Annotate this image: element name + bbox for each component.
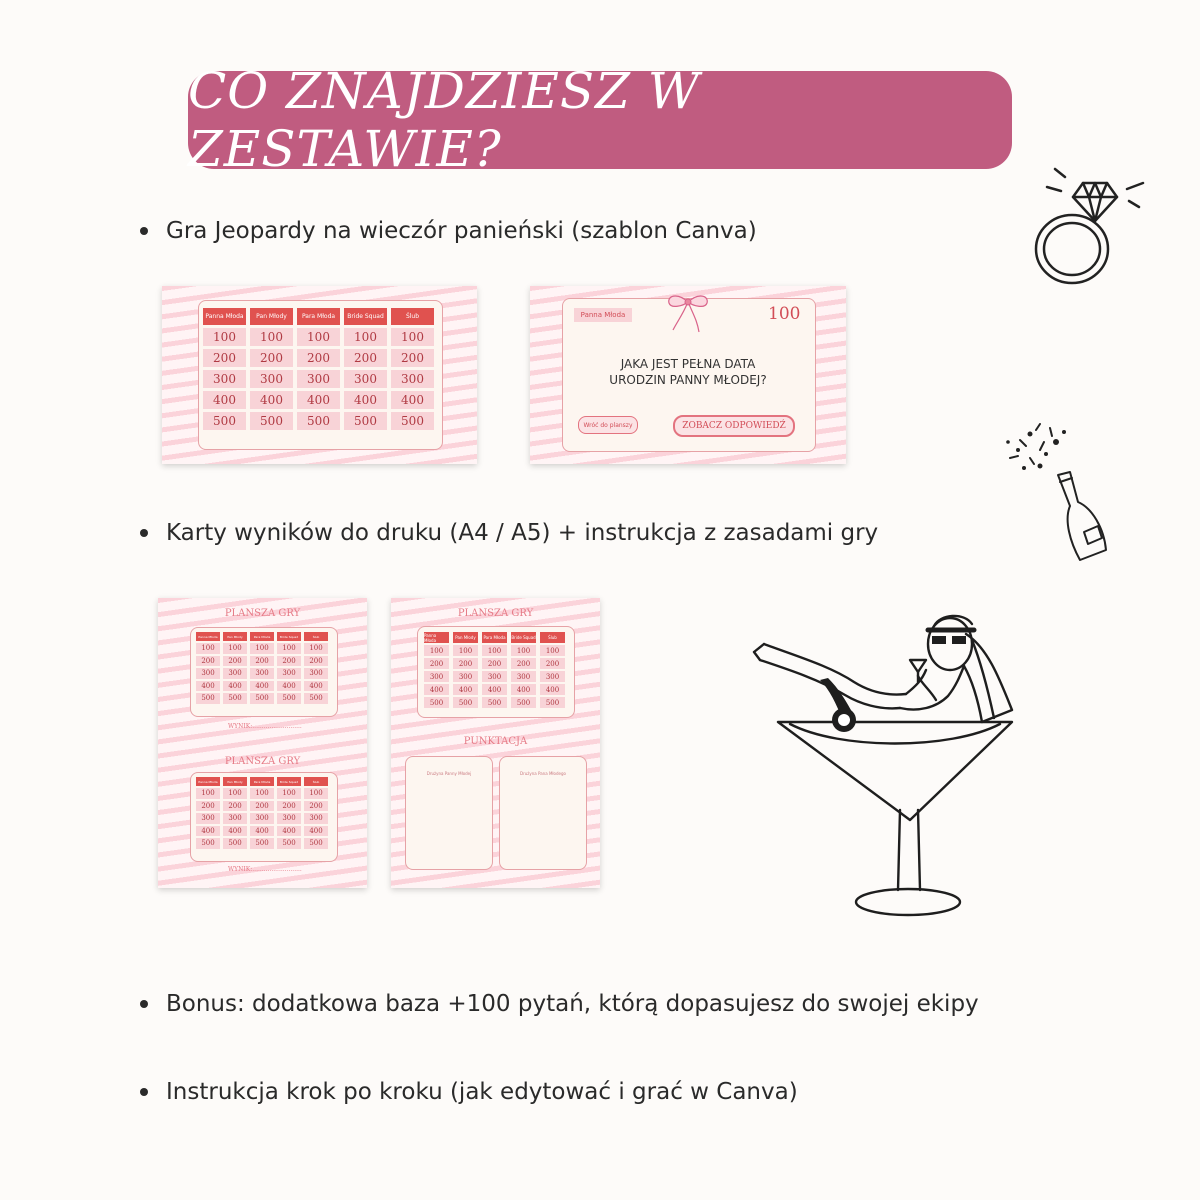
board-value-cell[interactable]: 300 — [453, 671, 478, 682]
board-category-header: Panna Młoda — [203, 308, 246, 325]
board-value-cell[interactable]: 200 — [453, 658, 478, 669]
board-value-cell[interactable]: 500 — [250, 838, 274, 849]
back-to-board-button[interactable]: Wróć do planszy — [578, 416, 638, 434]
board-value-cell[interactable]: 300 — [196, 668, 220, 679]
board-value-cell[interactable]: 400 — [297, 391, 340, 409]
board-value-cell[interactable]: 400 — [203, 391, 246, 409]
board-value-cell[interactable]: 100 — [223, 788, 247, 799]
board-value-cell[interactable]: 400 — [250, 391, 293, 409]
board-category-header: Ślub — [304, 632, 328, 641]
board-value-cell[interactable]: 300 — [391, 370, 434, 388]
sheet-board-grid — [196, 632, 328, 704]
bullet-text: Instrukcja krok po kroku (jak edytować i grać w Canva) — [166, 1079, 798, 1105]
board-value-cell[interactable]: 500 — [223, 693, 247, 704]
board-value-cell[interactable]: 500 — [540, 697, 565, 708]
board-value-cell[interactable]: 200 — [250, 656, 274, 667]
board-value-cell[interactable]: 400 — [424, 684, 449, 695]
bow-icon — [663, 290, 713, 334]
board-value-cell[interactable]: 400 — [344, 391, 387, 409]
board-value-cell[interactable]: 200 — [277, 801, 301, 812]
sheet-score-line-2: WYNIK:.......................... — [228, 866, 302, 873]
board-value-cell[interactable]: 300 — [304, 668, 328, 679]
board-category-header: Panna Młoda — [196, 632, 220, 641]
board-value-cell[interactable]: 300 — [482, 671, 507, 682]
board-category-header: Bride Squad — [277, 632, 301, 641]
board-value-cell[interactable]: 200 — [196, 656, 220, 667]
board-category-header: Bride Squad — [277, 777, 301, 786]
sheet-board-grid-2 — [196, 777, 328, 849]
board-value-cell[interactable]: 200 — [277, 656, 301, 667]
board-value-cell[interactable]: 400 — [223, 826, 247, 837]
board-value-cell[interactable]: 200 — [304, 656, 328, 667]
board-category-header: Ślub — [304, 777, 328, 786]
board-value-cell[interactable]: 100 — [203, 328, 246, 346]
board-value-cell[interactable]: 100 — [511, 645, 536, 656]
sheet-board-title: PLANSZA GRY — [224, 608, 301, 619]
bullet-text: Bonus: dodatkowa baza +100 pytań, którą dopasujesz do swojej ekipy — [166, 991, 979, 1017]
board-category-header: Ślub — [391, 308, 434, 325]
board-value-cell[interactable]: 300 — [250, 813, 274, 824]
champagne-bottle-icon — [1000, 420, 1115, 565]
board-value-cell[interactable]: 300 — [277, 813, 301, 824]
board-value-cell[interactable]: 200 — [391, 349, 434, 367]
board-value-cell[interactable]: 300 — [424, 671, 449, 682]
board-value-cell[interactable]: 200 — [223, 656, 247, 667]
board-value-cell[interactable]: 100 — [540, 645, 565, 656]
board-value-cell[interactable]: 500 — [203, 412, 246, 430]
board-value-cell[interactable]: 200 — [250, 349, 293, 367]
board-category-header: Bride Squad — [511, 632, 536, 643]
board-value-cell[interactable]: 200 — [540, 658, 565, 669]
board-value-cell[interactable]: 300 — [540, 671, 565, 682]
board-value-cell[interactable]: 200 — [482, 658, 507, 669]
question-text — [562, 356, 814, 388]
board-value-cell[interactable]: 400 — [223, 681, 247, 692]
board-value-cell[interactable]: 200 — [511, 658, 536, 669]
board-value-cell[interactable]: 500 — [391, 412, 434, 430]
board-value-cell[interactable]: 300 — [277, 668, 301, 679]
board-value-cell[interactable]: 200 — [297, 349, 340, 367]
board-value-cell[interactable]: 100 — [250, 328, 293, 346]
board-value-cell[interactable]: 500 — [223, 838, 247, 849]
board-value-cell[interactable]: 300 — [250, 370, 293, 388]
board-value-cell[interactable]: 500 — [196, 693, 220, 704]
board-value-cell[interactable]: 400 — [482, 684, 507, 695]
bullet-item-bonus — [140, 991, 979, 1017]
board-category-header: Para Młoda — [250, 777, 274, 786]
team1-score-box — [405, 756, 493, 870]
board-value-cell[interactable]: 100 — [304, 788, 328, 799]
board-value-cell[interactable]: 200 — [304, 801, 328, 812]
question-line-2: URODZIN PANNY MŁODEJ? — [609, 373, 767, 387]
board-value-cell[interactable]: 100 — [223, 643, 247, 654]
board-category-header: Para Młoda — [482, 632, 507, 643]
board-value-cell[interactable]: 100 — [453, 645, 478, 656]
board-value-cell[interactable]: 500 — [453, 697, 478, 708]
bullet-item-instructions — [140, 1079, 798, 1105]
board-value-cell[interactable]: 200 — [344, 349, 387, 367]
board-value-cell[interactable]: 100 — [304, 643, 328, 654]
sheet-score-line: WYNIK:.......................... — [228, 723, 302, 730]
board-value-cell[interactable]: 100 — [297, 328, 340, 346]
board-value-cell[interactable]: 300 — [511, 671, 536, 682]
board-category-header: Pan Młody — [250, 308, 293, 325]
board-category-header: Panna Młoda — [424, 632, 449, 643]
board-value-cell[interactable]: 100 — [344, 328, 387, 346]
board-value-cell[interactable]: 300 — [223, 668, 247, 679]
bride-in-cocktail-glass-illustration — [750, 600, 1040, 930]
board-value-cell[interactable]: 300 — [304, 813, 328, 824]
bullet-dot — [140, 529, 148, 537]
board-category-header: Pan Młody — [223, 632, 247, 641]
board-category-header: Para Młoda — [297, 308, 340, 325]
board-value-cell[interactable]: 400 — [196, 826, 220, 837]
board-value-cell[interactable]: 100 — [250, 643, 274, 654]
board-value-cell[interactable]: 400 — [277, 826, 301, 837]
board-category-header: Ślub — [540, 632, 565, 643]
board-value-cell[interactable]: 300 — [203, 370, 246, 388]
board-value-cell[interactable]: 500 — [511, 697, 536, 708]
question-line-1: JAKA JEST PEŁNA DATA — [620, 357, 756, 371]
board-value-cell[interactable]: 100 — [391, 328, 434, 346]
sheet-board-title: PLANSZA GRY — [457, 608, 534, 619]
board-value-cell[interactable]: 100 — [424, 645, 449, 656]
board-value-cell[interactable]: 500 — [304, 838, 328, 849]
bullet-text: Gra Jeopardy na wieczór panieński (szablon Canva) — [166, 218, 757, 244]
bullet-text: Karty wyników do druku (A4 / A5) + instrukcja z zasadami gry — [166, 520, 879, 546]
board-value-cell[interactable]: 400 — [391, 391, 434, 409]
score-label: WYNIK — [228, 723, 251, 730]
board-value-cell[interactable]: 400 — [304, 681, 328, 692]
jeopardy-question-preview — [530, 286, 846, 464]
board-value-cell[interactable]: 300 — [250, 668, 274, 679]
board-value-cell[interactable]: 500 — [304, 693, 328, 704]
page-title: CO ZNAJDZIESZ W ZESTAWIE? — [188, 62, 701, 178]
board-value-cell[interactable]: 400 — [511, 684, 536, 695]
board-value-cell[interactable]: 200 — [203, 349, 246, 367]
board-value-cell[interactable]: 200 — [196, 801, 220, 812]
board-value-cell[interactable]: 400 — [540, 684, 565, 695]
board-value-cell[interactable]: 100 — [277, 788, 301, 799]
board-value-cell[interactable]: 100 — [196, 643, 220, 654]
board-value-cell[interactable]: 500 — [344, 412, 387, 430]
score-sheet-a4-preview — [391, 598, 600, 888]
question-points: 100 — [768, 304, 801, 324]
board-value-cell[interactable]: 200 — [250, 801, 274, 812]
bullet-dot — [140, 1000, 148, 1008]
board-value-cell[interactable]: 500 — [277, 838, 301, 849]
team1-label: Drużyna Panny Młodej — [426, 771, 472, 776]
board-category-header: Panna Młoda — [196, 777, 220, 786]
team2-score-box — [499, 756, 587, 870]
board-value-cell[interactable]: 400 — [196, 681, 220, 692]
sheet-board-grid — [424, 632, 565, 708]
board-category-header: Bride Squad — [344, 308, 387, 325]
board-value-cell[interactable]: 300 — [344, 370, 387, 388]
board-value-cell[interactable]: 100 — [196, 788, 220, 799]
board-value-cell[interactable]: 100 — [482, 645, 507, 656]
board-value-cell[interactable]: 500 — [482, 697, 507, 708]
title-banner — [188, 62, 1012, 178]
diamond-ring-icon — [1025, 155, 1150, 295]
board-value-cell[interactable]: 300 — [196, 813, 220, 824]
board-value-cell[interactable]: 400 — [250, 681, 274, 692]
bullet-item-score-cards — [140, 520, 878, 546]
team2-label: Drużyna Pana Młodego — [520, 771, 566, 776]
question-category-label: Panna Młoda — [574, 308, 632, 322]
board-value-cell[interactable]: 500 — [277, 693, 301, 704]
board-category-header: Para Młoda — [250, 632, 274, 641]
show-answer-button[interactable]: ZOBACZ ODPOWIEDŹ — [673, 415, 795, 437]
board-value-cell[interactable]: 300 — [297, 370, 340, 388]
bullet-dot — [140, 1088, 148, 1096]
board-value-cell[interactable]: 400 — [250, 826, 274, 837]
board-value-cell[interactable]: 400 — [304, 826, 328, 837]
board-value-cell[interactable]: 200 — [223, 801, 247, 812]
board-value-cell[interactable]: 500 — [424, 697, 449, 708]
board-value-cell[interactable]: 100 — [250, 788, 274, 799]
board-value-cell[interactable]: 300 — [223, 813, 247, 824]
bullet-item-jeopardy — [140, 218, 757, 244]
score-label: WYNIK — [228, 866, 251, 873]
sheet-board-title-2: PLANSZA GRY — [224, 756, 301, 767]
board-grid — [203, 308, 434, 430]
board-value-cell[interactable]: 500 — [196, 838, 220, 849]
board-value-cell[interactable]: 500 — [250, 412, 293, 430]
board-value-cell[interactable]: 400 — [453, 684, 478, 695]
board-category-header: Pan Młody — [223, 777, 247, 786]
board-value-cell[interactable]: 100 — [277, 643, 301, 654]
board-category-header: Pan Młody — [453, 632, 478, 643]
board-value-cell[interactable]: 500 — [250, 693, 274, 704]
score-sheet-a5-preview — [158, 598, 367, 888]
bullet-dot — [140, 227, 148, 235]
board-value-cell[interactable]: 400 — [277, 681, 301, 692]
board-value-cell[interactable]: 200 — [424, 658, 449, 669]
sheet-points-title: PUNKTACJA — [463, 736, 528, 747]
jeopardy-board-preview — [162, 286, 477, 464]
board-value-cell[interactable]: 500 — [297, 412, 340, 430]
